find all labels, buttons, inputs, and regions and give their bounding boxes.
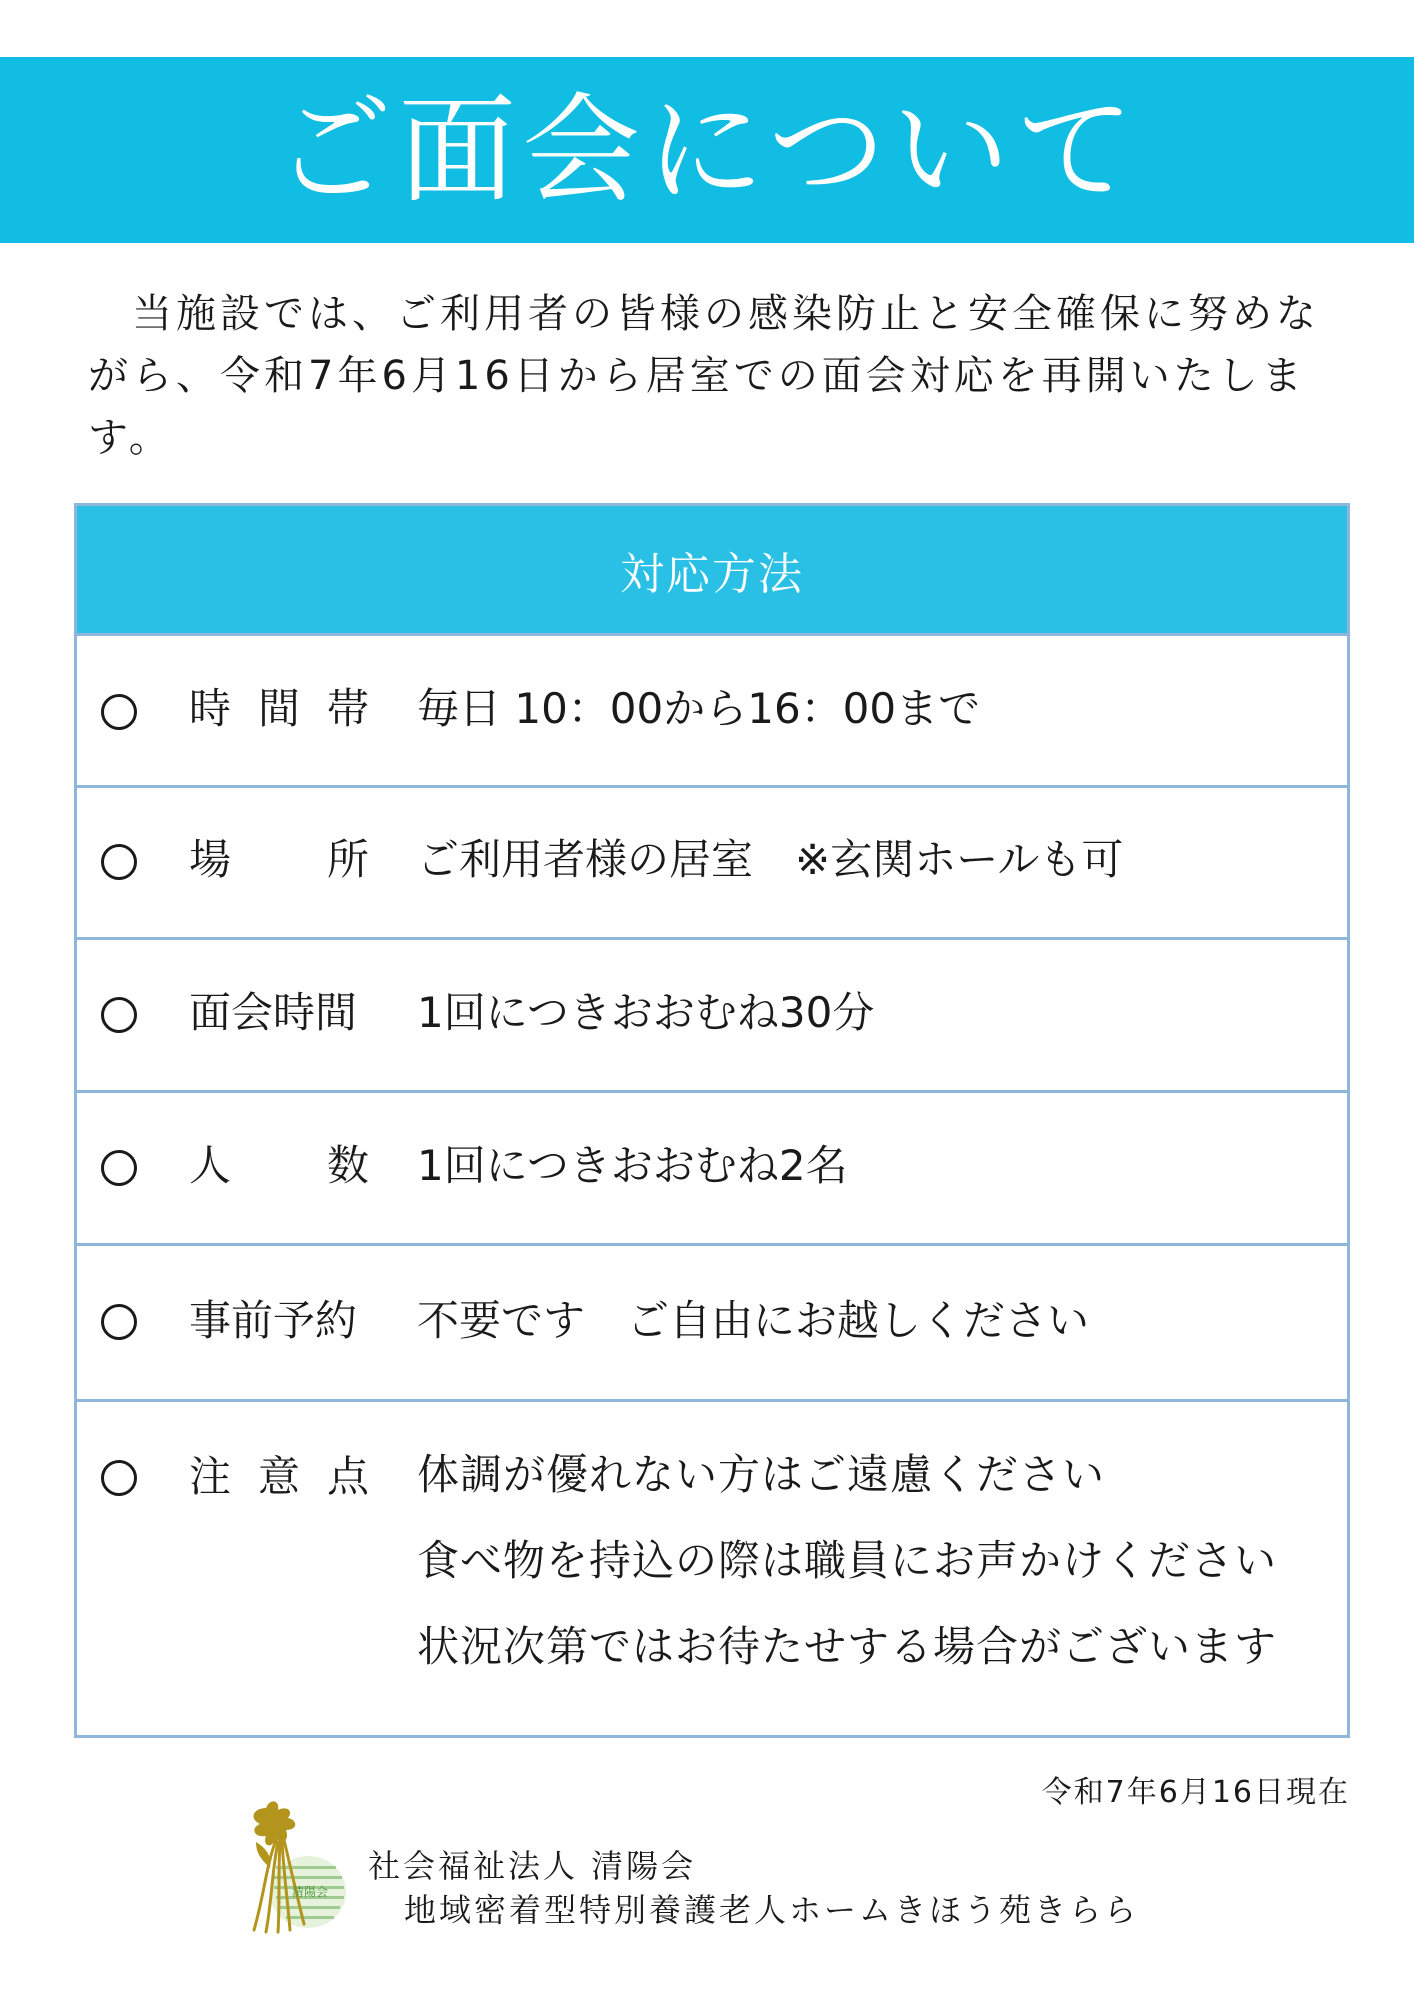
table-row-duration xyxy=(77,940,1347,1093)
row-value-hours: 毎日 10：00から16：00まで xyxy=(417,684,981,733)
logo-text: 清陽会 xyxy=(291,1885,329,1899)
note-line: 体調が優れない方はご遠慮ください xyxy=(417,1450,1106,1499)
table-row-notes xyxy=(77,1402,1347,1732)
organization-name: 社会福祉法人 清陽会 xyxy=(368,1847,697,1885)
circle-bullet-icon xyxy=(101,1150,137,1186)
table-row-reservation xyxy=(77,1246,1347,1402)
row-label-duration: 面会時間 xyxy=(189,988,358,1037)
as-of-date: 令和7年6月16日現在 xyxy=(1041,1775,1350,1810)
note-line: 状況次第ではお待たせする場合がございます xyxy=(417,1622,1278,1671)
note-line: 食べ物を持込の際は職員にお声かけください xyxy=(417,1536,1278,1585)
row-label-people: 人 数 xyxy=(189,1141,369,1190)
circle-bullet-icon xyxy=(101,844,137,880)
circle-bullet-icon xyxy=(101,1460,137,1496)
row-value-notes xyxy=(417,1432,1277,1690)
row-value-reservation: 不要です ご自由にお越しください xyxy=(417,1296,1090,1345)
info-table xyxy=(74,503,1350,1738)
row-value-place: ご利用者様の居室 ※玄関ホールも可 xyxy=(417,835,1124,884)
circle-bullet-icon xyxy=(101,997,137,1033)
intro-paragraph: 当施設では、ご利用者の皆様の感染防止と安全確保に努めながら、令和7年6月16日から居室での面会対応を再開いたします。 xyxy=(88,291,1320,461)
circle-bullet-icon xyxy=(101,694,137,730)
row-label-reservation: 事前予約 xyxy=(189,1296,358,1345)
table-header: 対応方法 xyxy=(77,506,1347,636)
row-value-duration: 1回につきおおむね30分 xyxy=(417,988,875,1037)
page-title: ご面会について xyxy=(274,81,1140,219)
row-label-hours: 時 間 帯 xyxy=(189,684,369,733)
row-label-place: 場 所 xyxy=(189,835,369,884)
facility-name: 地域密着型特別養護老人ホームきほう苑きらら xyxy=(404,1891,1140,1929)
row-value-people: 1回につきおおむね2名 xyxy=(417,1141,848,1190)
row-label-notes: 注 意 点 xyxy=(189,1452,369,1501)
seiyokai-logo-icon xyxy=(236,1796,348,1936)
circle-bullet-icon xyxy=(101,1304,137,1340)
table-row-hours xyxy=(77,636,1347,788)
table-row-people xyxy=(77,1093,1347,1246)
title-banner xyxy=(0,57,1414,243)
table-row-place xyxy=(77,788,1347,940)
